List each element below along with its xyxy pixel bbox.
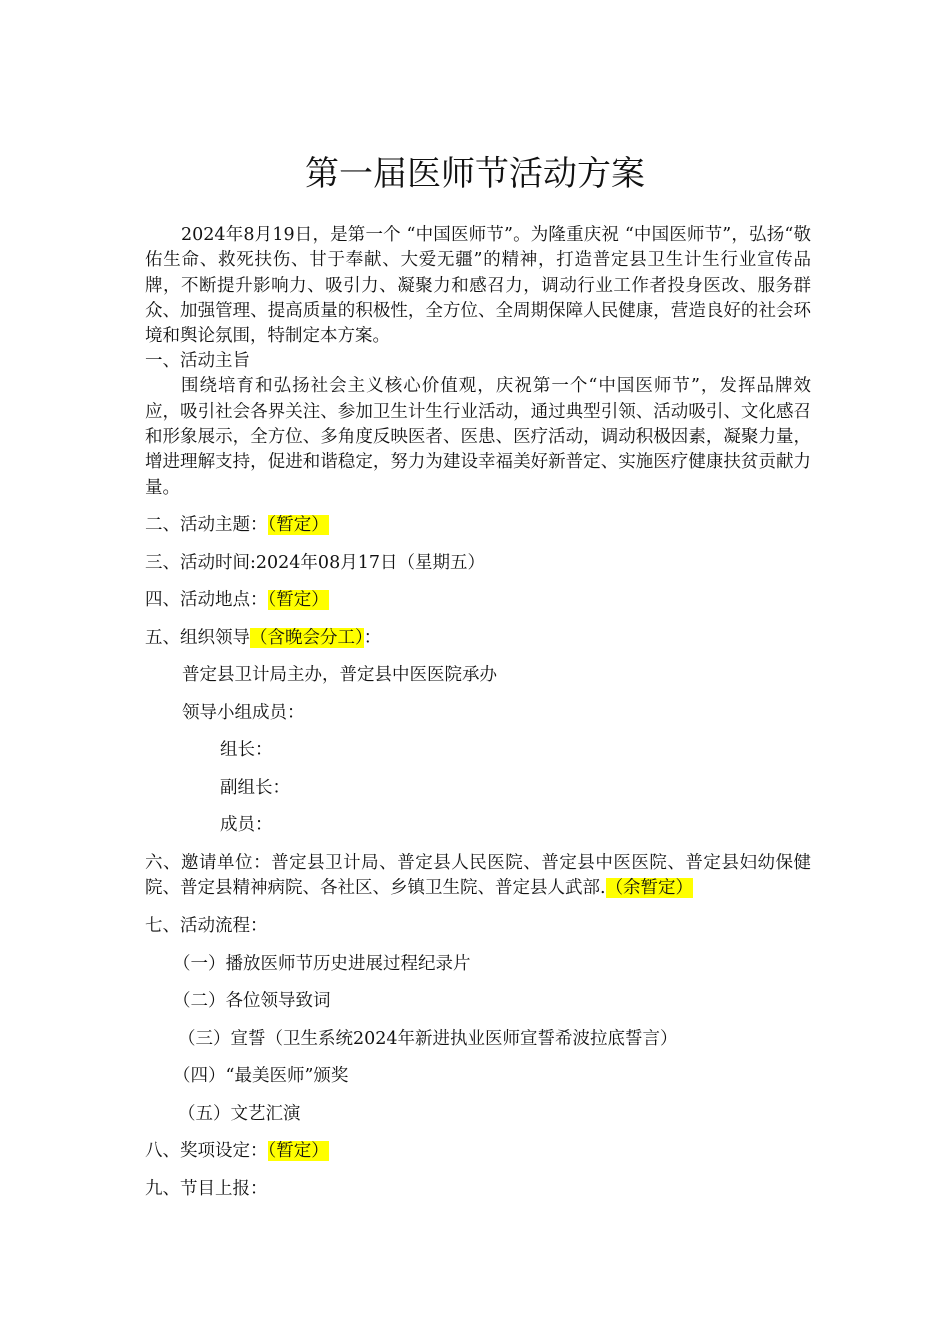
section-2	[145, 513, 811, 538]
section-6-highlight: （余暂定）	[605, 878, 694, 899]
section-5-leader: 组长：	[220, 740, 273, 761]
section-5-members: 成员：	[220, 815, 273, 836]
section-1-heading: 一、活动主旨	[145, 351, 250, 372]
section-5-deputy: 副组长：	[220, 777, 290, 798]
section-1-body: 围绕培育和弘扬社会主义核心价值观，庆祝第一个“中国医师节”，发挥品牌效应，吸引社会各界关注、参加卫生计生行业活动，通过典型引领、活动吸引、文化感召和形象展示，全方位、多角度反映医者、医患、医疗活动，调动积极因素，凝聚力量，增进理解支持，促进和谐稳定，努力为建设幸福美好新普定、实施医疗健康扶贫贡献力量。	[145, 376, 811, 498]
section-7-item: （三）宣誓（卫生系统2024年新进执业医师宣誓希波拉底誓言）	[178, 1028, 678, 1049]
section-5-suffix: ：	[363, 627, 382, 648]
section-2-label: 二、活动主题：	[145, 515, 268, 536]
section-8	[145, 1139, 811, 1164]
intro-paragraph: 2024年8月19日，是第一个 “中国医师节”。为隆重庆祝 “中国医师节”，弘扬“敬佑生命、救死扶伤、甘于奉献、大爱无疆”的精神，打造普定县卫生计生行业宣传品牌，不断提升影响力、吸引力、凝聚力和感召力，调动行业工作者投身医改、服务群众、加强管理、提高质量的积极性，全方位、全周期保障人民健康，营造良好的社会环境和舆论氛围，特制定本方案。	[145, 225, 811, 347]
section-5	[145, 626, 811, 651]
section-5-label: 五、组织领导	[145, 627, 250, 648]
section-7-item: （四）“最美医师”颁奖	[173, 1066, 349, 1087]
section-3: 三、活动时间:2024年08月17日（星期五）	[145, 552, 485, 573]
section-4-label: 四、活动地点：	[145, 590, 268, 611]
section-7-heading: 七、活动流程：	[145, 916, 268, 937]
section-6-text: 六、邀请单位：普定县卫计局、普定县人民医院、普定县中医医院、普定县妇幼保健院、普定县精神病院、各社区、乡镇卫生院、普定县人武部.	[145, 852, 811, 899]
section-8-highlight: （暂定）	[267, 1141, 329, 1162]
section-8-label: 八、奖项设定：	[145, 1141, 268, 1162]
section-2-highlight: （暂定）	[267, 515, 329, 536]
document-title: 第一届医师节活动方案	[305, 154, 645, 194]
section-5-highlight: （含晚会分工）	[250, 627, 364, 648]
section-6	[145, 851, 811, 902]
section-7-item: （一）播放医师节历史进展过程纪录片	[173, 953, 471, 974]
section-7-item: （二）各位领导致词	[173, 991, 331, 1012]
section-4	[145, 588, 811, 613]
section-4-highlight: （暂定）	[267, 590, 329, 611]
section-7-item: （五）文艺汇演	[178, 1103, 301, 1124]
section-5-organizer: 普定县卫计局主办，普定县中医医院承办	[182, 665, 497, 686]
section-5-group-label: 领导小组成员：	[182, 702, 305, 723]
document-body	[145, 223, 811, 1202]
section-9: 九、节目上报：	[145, 1178, 268, 1199]
